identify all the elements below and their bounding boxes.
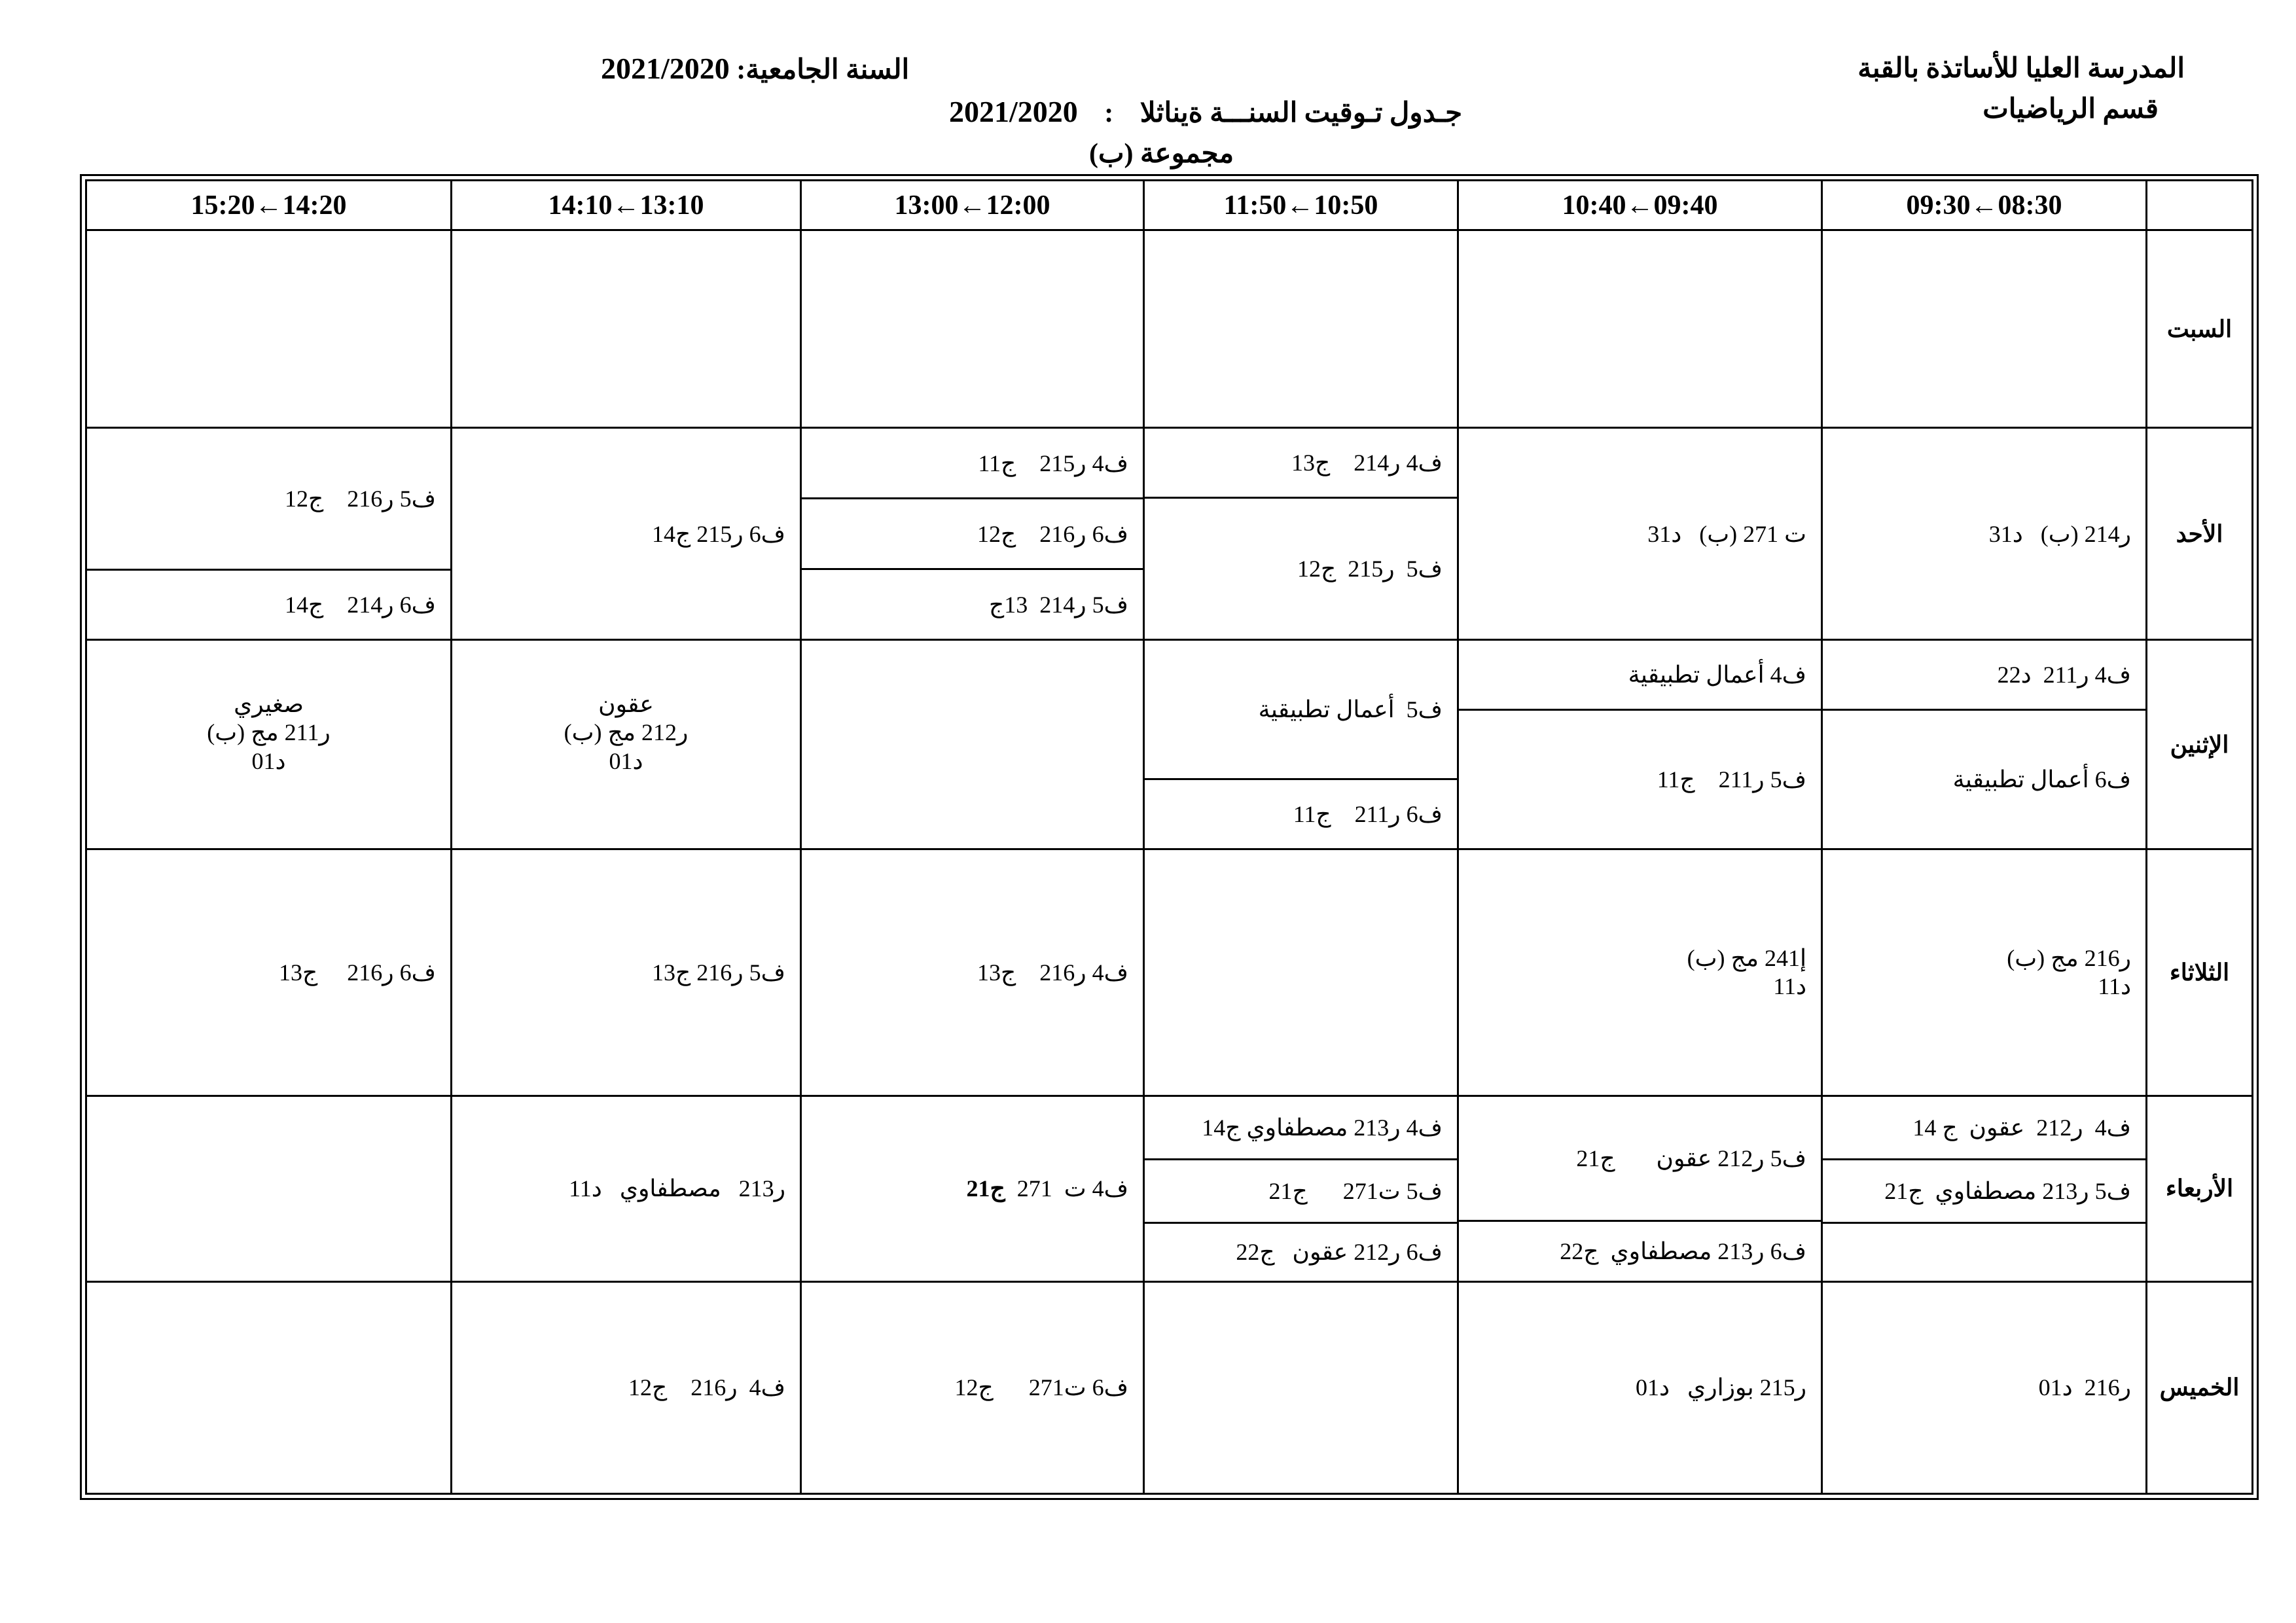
tue-slot-6 — [86, 849, 452, 1096]
academic-year-value: 2021/2020 — [601, 52, 730, 85]
session-text: ف4 ر214 ج13 — [1291, 450, 1443, 476]
sun-slot-4 — [801, 428, 1144, 640]
thu-slot-1 — [1822, 1281, 2147, 1493]
session-text: ف6 ر214 ج14 — [285, 592, 436, 618]
thu-slot-4 — [801, 1281, 1144, 1493]
sun-slot-3 — [1144, 428, 1458, 640]
session-text: ف5 ر215 ج12 — [1297, 556, 1443, 582]
session-text: ف6 ر213 مصطفاوي ج22 — [1560, 1238, 1806, 1264]
session-text: ف4 ر212 عقون ج 14 — [1912, 1114, 2131, 1141]
sat-slot-1 — [1822, 230, 2147, 428]
session-text — [967, 1175, 1128, 1202]
schedule-title — [949, 97, 1462, 127]
session-text: ف4 ر216 ج13 — [977, 959, 1128, 986]
tue-slot-4 — [801, 849, 1144, 1096]
teacher-name: عقون — [598, 691, 654, 718]
day-thursday: الخميس — [2147, 1281, 2253, 1493]
session-text: ر216 مج (ب) — [2007, 944, 2131, 971]
corner-cell — [2147, 181, 2253, 230]
wed-slot-4 — [801, 1096, 1144, 1281]
session-text: ف6 أعمال تطبيقية — [1952, 766, 2131, 793]
row-tuesday — [86, 849, 2253, 1096]
thu-slot-6 — [86, 1281, 452, 1493]
session-text: ف4 أعمال تطبيقية — [1628, 662, 1806, 688]
header-row — [86, 181, 2253, 230]
sat-slot-5 — [452, 230, 801, 428]
mon-slot-5 — [452, 640, 801, 849]
timetable — [85, 179, 2253, 1495]
row-monday — [86, 640, 2253, 849]
tue-slot-3 — [1144, 849, 1458, 1096]
day-saturday: السبت — [2147, 230, 2253, 428]
session-text: ف4 ر216 ج12 — [628, 1374, 785, 1401]
thu-slot-3 — [1144, 1281, 1458, 1493]
sun-slot-2 — [1458, 428, 1822, 640]
row-thursday — [86, 1281, 2253, 1493]
slot-header-2: 10:40←09:40 — [1458, 181, 1822, 230]
session-text: ف6 ر216 ج13 — [279, 959, 436, 986]
mon-slot-3 — [1144, 640, 1458, 849]
tue-slot-2 — [1458, 849, 1822, 1096]
school-name: المدرسة العليا للأساتذة بالقبة — [1857, 54, 2185, 84]
session-text: ف5 ت271 ج21 — [1268, 1177, 1443, 1204]
mon-slot-1 — [1822, 640, 2147, 849]
slot-header-1: 09:30←08:30 — [1822, 181, 2147, 230]
session-text: ر214 (ب) د31 — [1988, 520, 2131, 547]
session-text: ر216 د01 — [2038, 1374, 2131, 1401]
session-text: ف6 ر215 ج14 — [652, 520, 785, 547]
schedule-title-text: جـدول تـوقيت السنـــة ةيناثلا — [1139, 98, 1463, 128]
session-group: د01 — [609, 747, 643, 774]
wed-slot-1 — [1822, 1096, 2147, 1281]
tue-slot-1 — [1822, 849, 2147, 1096]
slot-header-5: 14:10←13:10 — [452, 181, 801, 230]
session-text: ف6 ر211 ج11 — [1293, 801, 1443, 828]
sun-slot-1 — [1822, 428, 2147, 640]
academic-year — [601, 54, 909, 84]
sat-slot-2 — [1458, 230, 1822, 428]
session-text: ف6 ر216 ج12 — [977, 520, 1128, 547]
day-monday: الإثنين — [2147, 640, 2253, 849]
session-text: ف5 أعمال تطبيقية — [1258, 696, 1443, 723]
schedule-year: 2021/2020 — [949, 95, 1078, 128]
wed-slot-3 — [1144, 1096, 1458, 1281]
session-text: ف5 ر211 ج11 — [1657, 766, 1806, 793]
tue-slot-5 — [452, 849, 801, 1096]
session-text: ف5 ر212 عقون ج21 — [1576, 1145, 1806, 1171]
session-text: ر211 مج (ب) — [207, 719, 331, 746]
slot-header-4: 13:00←12:00 — [801, 181, 1144, 230]
session-text: ف6 ت271 ج12 — [954, 1374, 1128, 1401]
academic-year-label: السنة الجامعية: — [736, 55, 910, 85]
sat-slot-3 — [1144, 230, 1458, 428]
sun-slot-6 — [86, 428, 452, 640]
session-text: ف5 ر216 ج12 — [285, 486, 436, 512]
schedule-title-separator: : — [1104, 98, 1114, 128]
group-label: مجموعة (ب) — [1089, 139, 1234, 169]
row-saturday — [86, 230, 2253, 428]
session-text: ف4 ر215 ج11 — [978, 450, 1128, 476]
day-sunday: الأحد — [2147, 428, 2253, 640]
session-text: ف5 ر216 ج13 — [652, 959, 785, 986]
sat-slot-6 — [86, 230, 452, 428]
day-tuesday: الثلاثاء — [2147, 849, 2253, 1096]
session-group-bold: ج21 — [966, 1175, 1005, 1202]
session-text: إ241 مج (ب) — [1687, 944, 1806, 971]
session-group: د01 — [251, 747, 286, 774]
session-group: د11 — [1773, 973, 1806, 1000]
session-text: ف5 ر213 مصطفاوي ج21 — [1884, 1177, 2131, 1204]
sat-slot-4 — [801, 230, 1144, 428]
sun-slot-5 — [452, 428, 801, 640]
department-name: قسم الرياضيات — [1982, 94, 2159, 124]
mon-slot-2 — [1458, 640, 1822, 849]
row-sunday — [86, 428, 2253, 640]
slot-header-6: 15:20←14:20 — [86, 181, 452, 230]
wed-slot-2 — [1458, 1096, 1822, 1281]
wed-slot-6 — [86, 1096, 452, 1281]
thu-slot-2 — [1458, 1281, 1822, 1493]
mon-slot-6 — [86, 640, 452, 849]
session-text: ر213 مصطفاوي د11 — [569, 1175, 785, 1202]
session-text: ف6 ر212 عقون ج22 — [1236, 1239, 1443, 1266]
session-text: ر212 مج (ب) — [564, 719, 689, 746]
session-group: د11 — [2098, 973, 2131, 1000]
session-text: ف4 ر213 مصطفاوي ج14 — [1202, 1114, 1443, 1141]
teacher-name: صغيري — [234, 691, 304, 718]
session-text-main: ف4 ت 271 — [1005, 1175, 1128, 1202]
row-wednesday — [86, 1096, 2253, 1281]
slot-header-3: 11:50←10:50 — [1144, 181, 1458, 230]
session-text: ف5 ر214 13ج — [989, 591, 1128, 618]
mon-slot-4 — [801, 640, 1144, 849]
thu-slot-5 — [452, 1281, 801, 1493]
day-wednesday: الأربعاء — [2147, 1096, 2253, 1281]
session-text: ر215 بوزاري د01 — [1636, 1374, 1806, 1401]
wed-slot-5 — [452, 1096, 801, 1281]
session-text: ف4 ر211 د22 — [1997, 662, 2131, 688]
session-text: ت 271 (ب) د31 — [1647, 520, 1806, 547]
